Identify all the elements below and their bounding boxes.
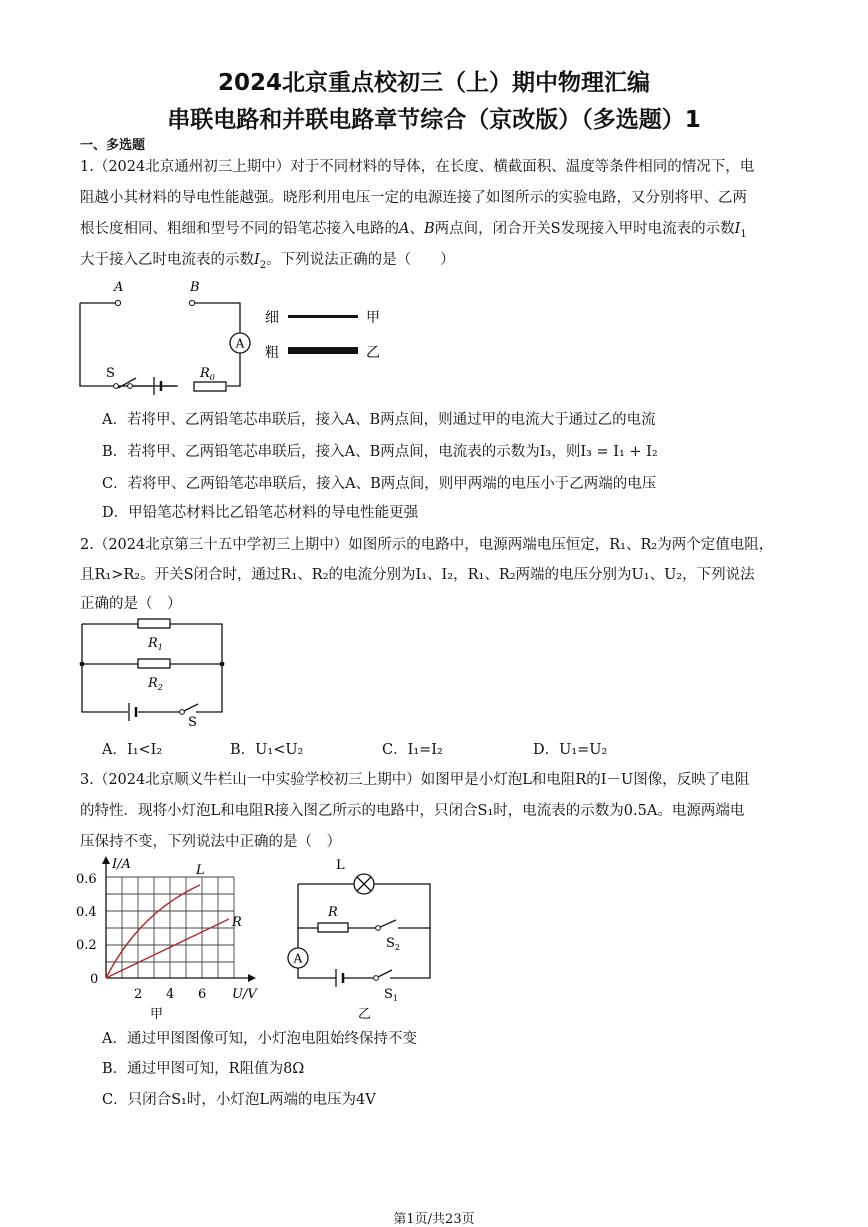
q2-resistor-R1 (138, 619, 170, 628)
svg-text:L: L (196, 863, 205, 878)
svg-text:S: S (188, 715, 197, 730)
svg-text:R: R (328, 905, 338, 920)
q3-text-line-1: 3.（2024北京顺义牛栏山一中实验学校初三上期中）如图甲是小灯泡L和电阻R的I－U图像，反映了电阻 (80, 772, 750, 788)
q1-option-d: D．甲铅笔芯材料比乙铅笔芯材料的导电性能更强 (102, 505, 419, 521)
svg-text:0.4: 0.4 (76, 905, 97, 920)
q2-resistor-R2 (138, 659, 170, 668)
q1-text-line-4: 大于接入乙时电流表的示数$I_2$。下列说法正确的是（ ） (80, 252, 455, 271)
q2-text-line-3: 正确的是（ ） (80, 596, 182, 612)
q1-text-line-3: 根长度相同、粗细和型号不同的铅笔芯接入电路的A、B两点间，闭合开关S发现接入甲时电流表的示数$I_1$ (80, 221, 747, 240)
svg-text:乙: 乙 (358, 1007, 372, 1022)
document-subtitle: 串联电路和并联电路章节综合（京改版）（多选题）1 (167, 107, 701, 133)
svg-text:R: R (232, 915, 242, 930)
svg-text:L: L (336, 858, 345, 873)
q1-wire-right (227, 353, 240, 386)
q3-switch-S2-blade (378, 920, 396, 928)
svg-text:A: A (114, 280, 124, 295)
q1-thick-lead (288, 347, 358, 354)
svg-text:6: 6 (198, 987, 207, 1002)
q1-option-a: A．若将甲、乙两铅笔芯串联后，接入A、B两点间，则通过甲的电流大于通过乙的电流 (102, 412, 656, 428)
svg-text:0: 0 (90, 972, 99, 987)
svg-text:A: A (293, 951, 303, 966)
document-title: 2024北京重点校初三（上）期中物理汇编 (217, 70, 650, 96)
svg-text:B: B (190, 280, 200, 295)
q1-thin-lead (288, 315, 358, 318)
svg-text:R2: $R_2$ (148, 676, 163, 692)
q3-resistor-R (318, 923, 348, 932)
q3-option-c: C．只闭合S₁时，小灯泡L两端的电压为4V (102, 1092, 376, 1108)
svg-text:I/A: I/A (112, 857, 131, 872)
svg-text:0.2: 0.2 (76, 938, 97, 953)
q2-option-c: C．I₁=I₂ (382, 742, 443, 758)
svg-text:甲: 甲 (150, 1007, 164, 1022)
q1-option-c: C．若将甲、乙两铅笔芯串联后，接入A、B两点间，则甲两端的电压小于乙两端的电压 (102, 476, 657, 492)
q1-circuit-figure (70, 278, 400, 396)
svg-text:细: 细 (265, 310, 279, 326)
svg-text:R0: $R_0$ (200, 366, 215, 382)
q3-option-a: A．通过甲图图像可知，小灯泡电阻始终保持不变 (102, 1031, 417, 1047)
q2-text-line-2: 且R₁>R₂。开关S闭合时，通过R₁、R₂的电流分别为I₁、I₂，R₁、R₂两端的电压分别为U₁、U₂，下列说法 (80, 567, 755, 583)
svg-text:U/V: U/V (232, 987, 257, 1002)
svg-text:甲: 甲 (366, 310, 380, 326)
q3-circuit-figure (278, 852, 448, 1022)
svg-text:S1: $S_1$ (384, 987, 398, 1003)
q1-terminal-B (189, 300, 194, 305)
svg-text:R1: $R_1$ (148, 636, 163, 652)
q2-option-a: A．I₁<I₂ (102, 742, 163, 758)
q1-wire-left (80, 303, 178, 386)
q3-iu-graph (72, 852, 272, 1022)
svg-text:S: S (106, 366, 115, 381)
svg-text:粗: 粗 (265, 345, 279, 361)
svg-text:A: A (235, 336, 245, 351)
page-footer: 第1页/共23页 (393, 1212, 475, 1227)
svg-text:S2: $S_2$ (386, 936, 400, 952)
svg-text:2: 2 (134, 987, 143, 1002)
q1-resistor-R0 (194, 382, 226, 391)
q2-option-b: B．U₁<U₂ (230, 742, 304, 758)
q1-text-line-1: 1.（2024北京通州初三上期中）对于不同材料的导体，在长度、横截面积、温度等条件相同的情况下，电 (80, 159, 755, 175)
q3-text-line-3: 压保持不变，下列说法中正确的是（ ） (80, 834, 341, 850)
section-heading: 一、多选题 (80, 138, 146, 153)
q2-circuit-figure (70, 612, 240, 730)
q1-terminal-A (115, 300, 120, 305)
q3-option-b: B．通过甲图可知，R阻值为8Ω (102, 1061, 305, 1077)
svg-text:乙: 乙 (366, 345, 380, 361)
q1-option-b: B．若将甲、乙两铅笔芯串联后，接入A、B两点间，电流表的示数为I₃，则I₃ = I₁ + I₂ (102, 444, 658, 460)
svg-text:0.6: 0.6 (76, 872, 97, 887)
q1-wire-top-right (195, 303, 240, 333)
q3-text-line-2: 的特性．现将小灯泡L和电阻R接入图乙所示的电路中，只闭合S₁时，电流表的示数为0.5A。电源两端电 (80, 803, 745, 819)
q2-option-d: D．U₁=U₂ (533, 742, 608, 758)
q1-text-line-2: 阻越小其材料的导电性能越强。晓彤利用电压一定的电源连接了如图所示的实验电路，又分别将甲、乙两 (80, 190, 747, 206)
svg-text:4: 4 (166, 987, 175, 1002)
q2-text-line-1: 2.（2024北京第三十五中学初三上期中）如图所示的电路中，电源两端电压恒定，R₁、R₂为两个定值电阻， (80, 537, 774, 553)
